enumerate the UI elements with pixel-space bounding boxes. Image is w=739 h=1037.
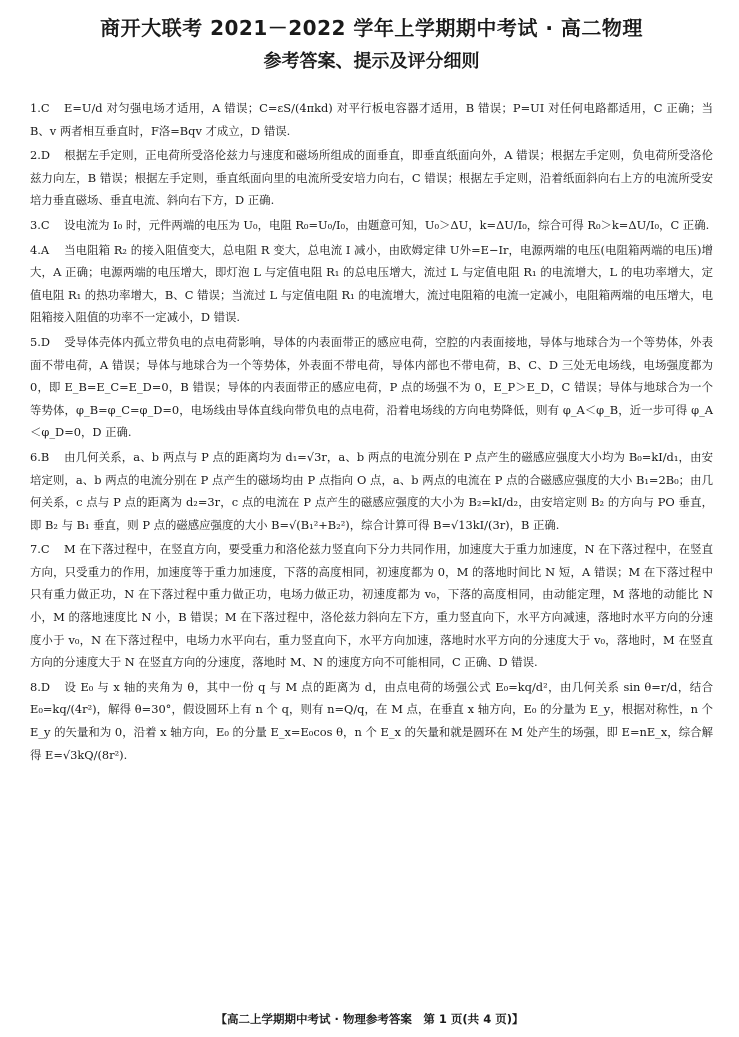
answer-item (30, 446, 713, 536)
answer-number: 8.D (30, 679, 51, 694)
answer-list (30, 97, 713, 766)
answer-number: 2.D (30, 148, 51, 163)
answer-number: 6.B (30, 449, 50, 464)
answer-item (30, 538, 713, 674)
answer-item (30, 214, 713, 237)
page-footer: 【高二上学期期中考试 · 物理参考答案 第 1 页(共 4 页)】 (215, 1012, 524, 1026)
answer-item (30, 239, 713, 329)
answer-item (30, 97, 713, 142)
answer-text: M 在下落过程中，在竖直方向，要受重力和洛伦兹力竖直向下分力共同作用，加速度大于重力加速度，N 在下落过程中，在竖直方向，只受重力的作用，加速度等于重力加速度，下落的高度相同，初速度都为 0，M 的落地时间比 N 短，A 错误；M 在下落过程中只有重力做正功，N 在下落过程中重力做正功，电场力做正功，初速度都为 v₀，下落的高度相同，由动能定理，M 落地的动能比 N 小，M 的落地速度比 N 小，B 错误；M 在下落过程中，洛伦兹力斜向左下方，重力竖直向下，水平方向减速，落地时水平方向的分速度小于 v₀，N 在下落过程中，电场力水平向右，重力竖直向下，水平方向加速，落地时水平方向的分速度大于 v₀，落地时，M 在竖直方向的分速度大于 N 在竖直方向的分速度，落地时 M、N 的速度方向不可能相同，C 正确、D 错误. (30, 542, 713, 670)
answer-number: 5.D (30, 334, 51, 349)
answer-item (30, 144, 713, 212)
answer-text: 设电流为 I₀ 时，元件两端的电压为 U₀，电阻 R₀=U₀/I₀，由题意可知，U₀＞ΔU，k=ΔU/I₀，综合可得 R₀＞k=ΔU/I₀，C 正确. (64, 217, 710, 232)
answer-number: 3.C (30, 217, 50, 232)
answer-text: 设 E₀ 与 x 轴的夹角为 θ，其中一份 q 与 M 点的距离为 d，由点电荷的场强公式 E₀=kq/d²，由几何关系 sin θ=r/d，结合 E₀=kq/(4r²)，解得 θ=30°，假设圆环上有 n 个 q，则有 n=Q/q，在 M 点，在垂直 x 轴方向，E₀ 的分量为 E_y，根据对称性，n 个 E_y 的矢量和为 0，沿着 x 轴方向，E₀ 的分量 E_x=E₀cos θ，n 个 E_x 的矢量和就是圆环在 M 处产生的场强，即 E=nE_x，综合解得 E=√3kQ/(8r²). (30, 679, 713, 762)
document-subtitle: 参考答案、提示及评分细则 (263, 51, 480, 72)
answer-text: E=U/d 对匀强电场才适用，A 错误；C=εS/(4πkd) 对平行板电容器才适用，B 错误；P=UI 对任何电路都适用，C 正确；当 B、v 两者相互垂直时，F洛=Bqv 才成立，D 错误. (30, 101, 713, 138)
answer-item (30, 676, 713, 766)
answer-text: 根据左手定则，正电荷所受洛伦兹力与速度和磁场所组成的面垂直，即垂直纸面向外，A 错误；根据左手定则，负电荷所受洛伦兹力向左，B 错误；根据左手定则，垂直纸面向里的电流所受安培力向右，C 错误；根据左手定则，沿着纸面斜向右上方的电流所受安培力垂直磁场、垂直电流、斜向右下方，D 正确. (30, 148, 713, 208)
answer-text: 当电阻箱 R₂ 的接入阻值变大，总电阻 R 变大，总电流 I 减小，由欧姆定律 U外=E−Ir，电源两端的电压(电阻箱两端的电压)增大，A 正确；电源两端的电压增大，即灯泡 L 与定值电阻 R₁ 的总电压增大，流过 L 与定值电阻 R₁ 的电流增大，L 的电功率增大，定值电阻 R₁ 的热功率增大，B、C 错误；当流过 L 与定值电阻 R₁ 的电流增大，流过电阻箱的电流一定减小，电阻箱两端的电压增大，电阻箱接入阻值的功率不一定减小，D 错误. (30, 242, 713, 325)
answer-text: 由几何关系，a、b 两点与 P 点的距离均为 d₁=√3r，a、b 两点的电流分别在 P 点产生的磁感应强度大小均为 B₀=kI/d₁，由安培定则，a、b 两点的电流分别在 P 点产生的磁场均由 P 点指向 O 点，a、b 两点的电流在 P 点的合磁感应强度的大小 B₁=2B₀；由几何关系，c 点与 P 点的距离为 d₂=3r，c 点的电流在 P 点产生的磁感应强度的大小为 B₂=kI/d₂，由安培定则 B₂ 的方向与 PO 垂直，即 B₂ 与 B₁ 垂直，则 P 点的磁感应强度的大小 B=√(B₁²+B₂²)，综合计算可得 B=√13kI/(3r)，B 正确. (30, 449, 713, 532)
answer-number: 4.A (30, 242, 50, 257)
answer-number: 7.C (30, 542, 50, 557)
answer-number: 1.C (30, 101, 50, 115)
answer-text: 受导体壳体内孤立带负电的点电荷影响，导体的内表面带正的感应电荷，空腔的内表面接地，导体与地球合为一个等势体，外表面不带电荷，A 错误；导体与地球合为一个等势体，外表面不带电荷，导体内部也不带电荷，B、C、D 三处无电场线，电场强度都为 0，即 E_B=E_C=E_D=0，B 错误；导体的内表面带正的感应电荷，P 点的场强不为 0，E_P＞E_D，C 错误；导体与地球合为一个等势体，φ_B=φ_C=φ_D=0，电场线由导体直线向带负电的点电荷，沿着电场线的方向电势降低，则有 φ_A＜φ_B，近一步可得 φ_A＜φ_D=0，D 正确. (30, 334, 713, 440)
document-title: 商开大联考 2021－2022 学年上学期期中考试 · 高二物理 (100, 16, 643, 40)
answer-item (30, 331, 713, 444)
